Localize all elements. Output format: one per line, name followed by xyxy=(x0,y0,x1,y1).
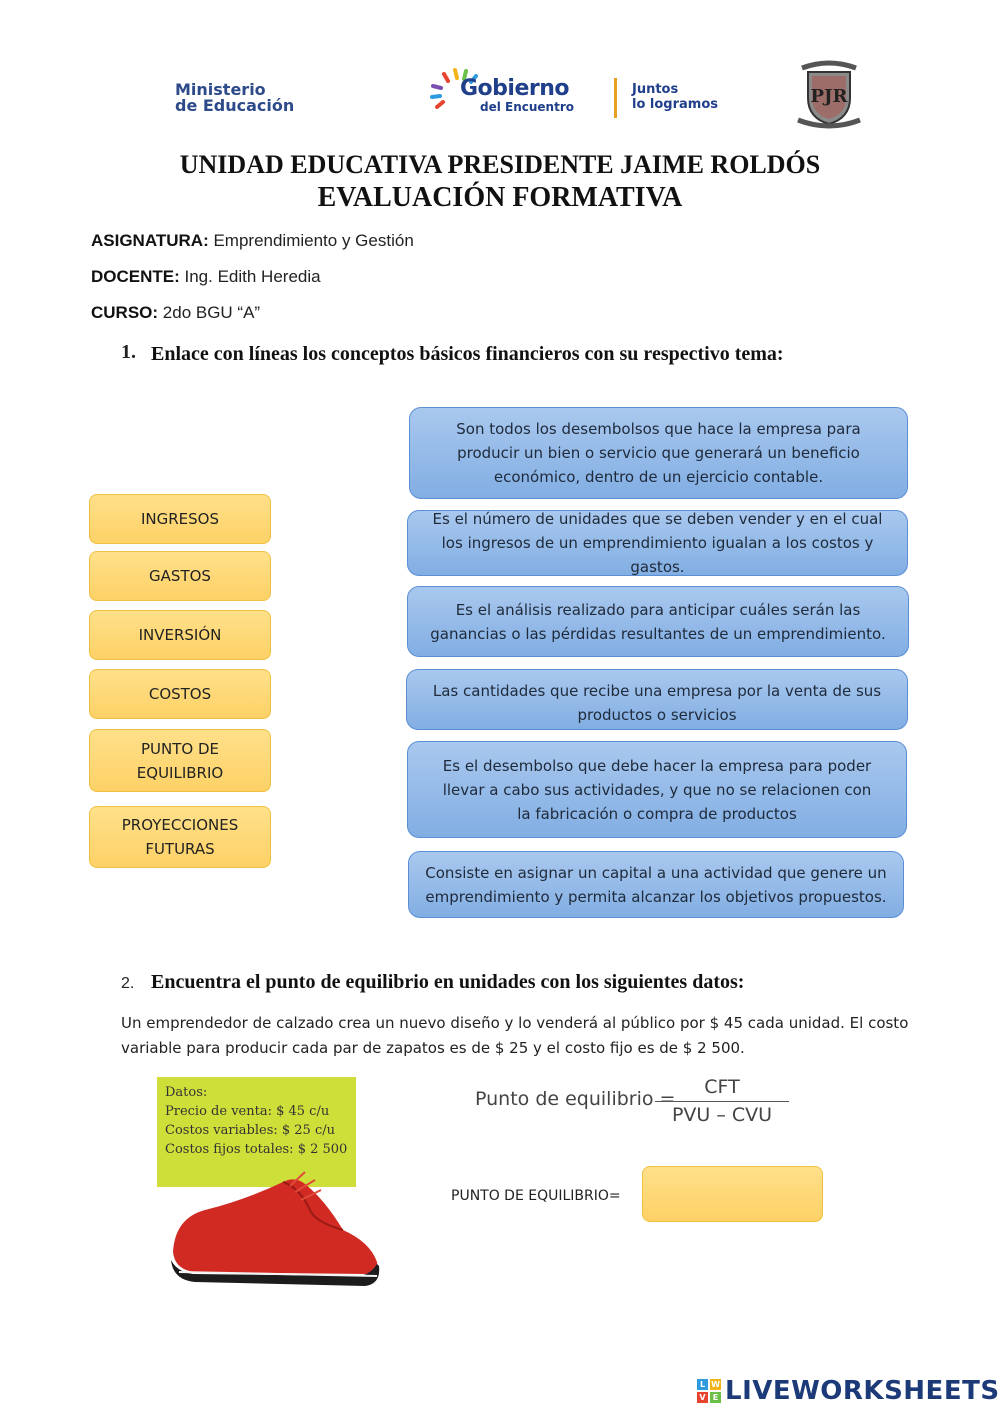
concept-label: PUNTO DE EQUILIBRIO xyxy=(136,739,224,782)
concept-punto-de-equilibrio[interactable] xyxy=(89,729,271,792)
concept-label: COSTOS xyxy=(148,685,212,703)
datos-line: Costos fijos totales: $ 2 500 xyxy=(165,1142,348,1157)
question-2-paragraph: Un emprendedor de calzado crea un nuevo diseño y lo venderá al público por $ 45 cada unidad. El costo variable para producir cada par de zapatos es de $ 25 y el costo fijo es de $ 2 500. xyxy=(121,1014,909,1057)
gobierno-subtitle: del Encuentro xyxy=(480,100,574,114)
concept-gastos[interactable] xyxy=(89,551,271,601)
logo-letter: W xyxy=(711,1380,720,1389)
crest-letters: PJR xyxy=(810,86,848,107)
red-shoe-image xyxy=(165,1160,385,1290)
question-2-text: Encuentra el punto de equilibrio en unidades con los siguientes datos: xyxy=(151,971,745,993)
slogan-line-2: lo logramos xyxy=(632,97,719,112)
formula-numerator: CFT xyxy=(655,1076,789,1102)
logo-letter: V xyxy=(697,1392,708,1403)
formula-denominator: PVU – CVU xyxy=(671,1104,773,1126)
gobierno-divider xyxy=(614,78,617,118)
slogan-line-1: Juntos xyxy=(632,82,679,97)
gobierno-logo xyxy=(428,62,758,122)
asignatura-label: ASIGNATURA: xyxy=(91,231,209,250)
concept-label: INVERSIÓN xyxy=(138,626,222,644)
school-title: UNIDAD EDUCATIVA PRESIDENTE JAIME ROLDÓS xyxy=(179,150,821,179)
liveworksheets-icon xyxy=(697,1379,721,1403)
definition-4[interactable] xyxy=(406,669,908,730)
answer-label: PUNTO DE EQUILIBRIO= xyxy=(451,1188,621,1204)
datos-title: Datos: xyxy=(165,1085,208,1100)
logo-letter: L xyxy=(697,1379,708,1390)
concept-ingresos[interactable] xyxy=(89,494,271,544)
ministerio-logo xyxy=(175,82,345,114)
ministerio-line-1: Ministerio xyxy=(175,80,266,99)
datos-line: Precio de venta: $ 45 c/u xyxy=(165,1104,330,1119)
evaluation-title: EVALUACIÓN FORMATIVA xyxy=(317,182,683,213)
docente-row xyxy=(91,267,321,287)
definition-text: Son todos los desembolsos que hace la empresa para producir un bien o servicio que generará un beneficio económico, dentro de un ejercicio contable. xyxy=(456,420,861,486)
definition-text: Es el análisis realizado para anticipar cuáles serán las ganancias o las pérdidas resultantes de un emprendimiento. xyxy=(430,600,886,643)
curso-value: 2do BGU “A” xyxy=(158,303,261,322)
gobierno-slogan xyxy=(632,82,718,112)
logo-letter: E xyxy=(710,1392,721,1403)
definition-text: Consiste en asignar un capital a una actividad que genere un emprendimiento y permita alcanzar los objetivos propuestos. xyxy=(425,863,887,906)
concept-costos[interactable] xyxy=(89,669,271,719)
formula-fraction xyxy=(655,1076,789,1126)
definition-text: Las cantidades que recibe una empresa por la venta de sus productos o servicios xyxy=(432,682,882,724)
definition-6[interactable] xyxy=(408,851,904,918)
ministerio-line-2: de Educación xyxy=(175,96,295,115)
gobierno-title: Gobierno xyxy=(460,76,570,101)
definition-1[interactable] xyxy=(409,407,908,499)
answer-input[interactable] xyxy=(642,1166,823,1222)
definition-text: Es el desembolso que debe hacer la empresa para poder llevar a cabo sus actividades, y que no se relacionen con la fabricación o compra de productos xyxy=(442,756,872,823)
curso-row xyxy=(91,303,260,323)
definition-3[interactable] xyxy=(407,586,909,657)
question-1-number: 1. xyxy=(121,341,136,363)
docente-label: DOCENTE: xyxy=(91,267,180,286)
concept-inversion[interactable] xyxy=(89,610,271,660)
docente-value: Ing. Edith Heredia xyxy=(179,267,321,286)
concept-label: GASTOS xyxy=(149,567,211,585)
datos-line: Costos variables: $ 25 c/u xyxy=(165,1123,335,1138)
concept-proyecciones-futuras[interactable] xyxy=(89,806,271,868)
asignatura-value: Emprendimiento y Gestión xyxy=(208,231,414,250)
school-crest-icon xyxy=(796,58,862,130)
concept-label: PROYECCIONES FUTURAS xyxy=(121,816,239,858)
definition-5[interactable] xyxy=(407,741,907,838)
question-2-number: 2. xyxy=(121,975,135,992)
curso-label: CURSO: xyxy=(91,303,159,322)
question-1-text: Enlace con líneas los conceptos básicos financieros con su respectivo tema: xyxy=(151,343,784,365)
liveworksheets-brand: LIVEWORKSHEETS xyxy=(725,1376,1000,1406)
asignatura-row xyxy=(91,231,414,251)
definition-2[interactable] xyxy=(407,510,908,576)
datos-list xyxy=(165,1083,347,1159)
formula-label: Punto de equilibrio = xyxy=(475,1088,676,1110)
concept-label: INGRESOS xyxy=(140,510,220,528)
liveworksheets-logo xyxy=(697,1376,1000,1406)
definition-text: Es el número de unidades que se deben vender y en el cual los ingresos de un emprendimiento igualan a los costos y gastos. xyxy=(432,510,883,576)
